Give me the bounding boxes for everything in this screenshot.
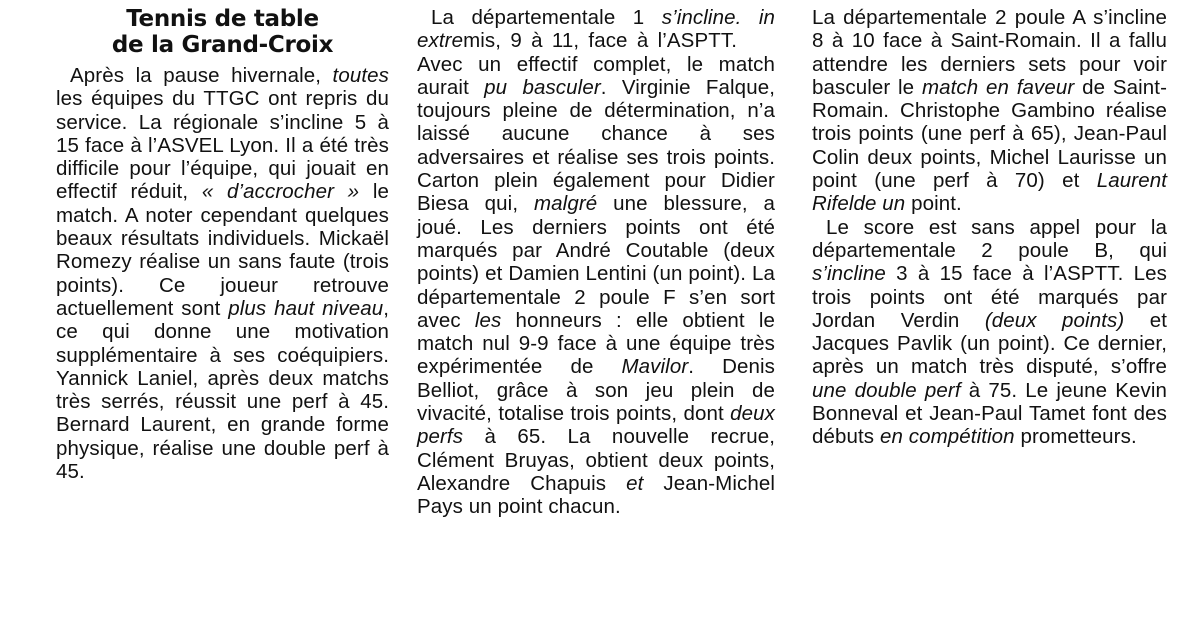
italic-text-run: Laurent Rifelde un bbox=[812, 169, 1167, 216]
article-headline bbox=[56, 6, 389, 58]
text-run: La départementale 2 poule A s’incline 8 à 10 face à Saint-Romain. Il a fallu attendre les derniers sets pour voir basculer le bbox=[812, 6, 1167, 99]
italic-text-run: une double perf bbox=[812, 378, 961, 402]
italic-text-run: malgré bbox=[534, 192, 598, 216]
text-run: Avec un effectif complet, le match aurait bbox=[417, 52, 775, 99]
text-run: une blessure, a joué. Les derniers points ont été marqués par André Coutable (deux points) et Damien Lentini (un point). La départementale 2 poule F s’en sort avec bbox=[417, 192, 775, 332]
paragraph bbox=[56, 64, 389, 483]
italic-text-run: match en faveur bbox=[921, 75, 1075, 99]
text-run: 3 à 15 face à l’ASPTT. Les trois points ont été marqués par Jordan Verdin bbox=[812, 262, 1167, 332]
text-run: le match. A noter cependant quelques beaux résultats individuels. Mickaël Romezy réalise un sans faute (trois points). Ce joueur retrouve actuellement sont bbox=[56, 180, 389, 320]
text-run: prometteurs. bbox=[1014, 425, 1137, 449]
article-column-3 bbox=[812, 6, 1167, 449]
text-run: honneurs : elle obtient le match nul 9-9 face à une équipe très expérimentée de bbox=[417, 308, 775, 379]
text-run: La départementale 1 bbox=[431, 6, 662, 29]
text-run: et Jacques Pavlik (un point). Ce dernier, après un match très disputé, s’offre bbox=[812, 308, 1167, 379]
article-column-2 bbox=[417, 6, 775, 519]
italic-text-run: en compétition bbox=[879, 425, 1015, 449]
headline-line-2: de la Grand-Croix bbox=[111, 32, 334, 58]
text-run: , ce qui donne une motivation supplémentaire à ses coéquipiers. Yannick Laniel, après deux matchs très serrés, réussit une perf à 45. Bernard Laurent, en grande forme physique, réalise une double perf à 45. bbox=[56, 296, 389, 484]
headline-line-1: Tennis de table bbox=[126, 6, 319, 32]
text-run: mis, 9 à 11, face à l’ASPTT. bbox=[463, 29, 737, 53]
text-run: . Denis Belliot, grâce à son jeu plein de vivacité, totalise trois points, dont bbox=[417, 355, 775, 426]
text-run: point. bbox=[905, 192, 962, 216]
paragraph bbox=[812, 216, 1167, 449]
italic-text-run: s’incline. in extre bbox=[417, 6, 776, 53]
article-column-1 bbox=[56, 6, 389, 483]
text-run: Le score est sans appel pour la départementale 2 poule B, qui bbox=[812, 215, 1167, 262]
text-run: Jean-Michel Pays un point chacun. bbox=[417, 471, 775, 519]
text-run: les équipes du TTGC ont repris du service. La régionale s’incline 5 à 15 face à l’ASVEL Lyon. Il a été très difficile pour l’équipe, qui jouait en effectif réduit, bbox=[56, 87, 389, 204]
text-run: à 65. La nouvelle recrue, Clément Bruyas, obtient deux points, Alexandre Chapuis bbox=[417, 425, 775, 495]
italic-text-run: les bbox=[474, 308, 502, 332]
italic-text-run: et bbox=[626, 471, 644, 495]
italic-text-run: pu basculer bbox=[484, 75, 601, 99]
text-run: de Saint-Romain. Christophe Gambino réalise trois points (une perf à 65), Jean-Paul Colin deux points, Michel Laurisse un point (une perf à 70) et bbox=[812, 75, 1167, 193]
italic-text-run: plus haut niveau bbox=[228, 296, 384, 320]
paragraph bbox=[812, 6, 1167, 216]
text-run: Après la pause hivernale, bbox=[70, 64, 333, 87]
text-run: . Virginie Falque, toujours pleine de détermination, n’a laissé aucune chance à ses adversaires et réalise ses trois points. Carton plein également pour Didier Biesa qui, bbox=[417, 75, 775, 216]
italic-text-run: (deux points) bbox=[984, 308, 1125, 332]
italic-text-run: « d’accrocher » bbox=[201, 180, 360, 204]
italic-text-run: deux perfs bbox=[417, 402, 775, 449]
paragraph bbox=[417, 6, 775, 519]
text-run: à 75. Le jeune Kevin Bonneval et Jean-Paul Tamet font des débuts bbox=[812, 378, 1167, 449]
italic-text-run: Mavilor bbox=[621, 355, 689, 379]
italic-text-run: toutes bbox=[332, 64, 389, 87]
italic-text-run: s’incline bbox=[812, 262, 886, 286]
